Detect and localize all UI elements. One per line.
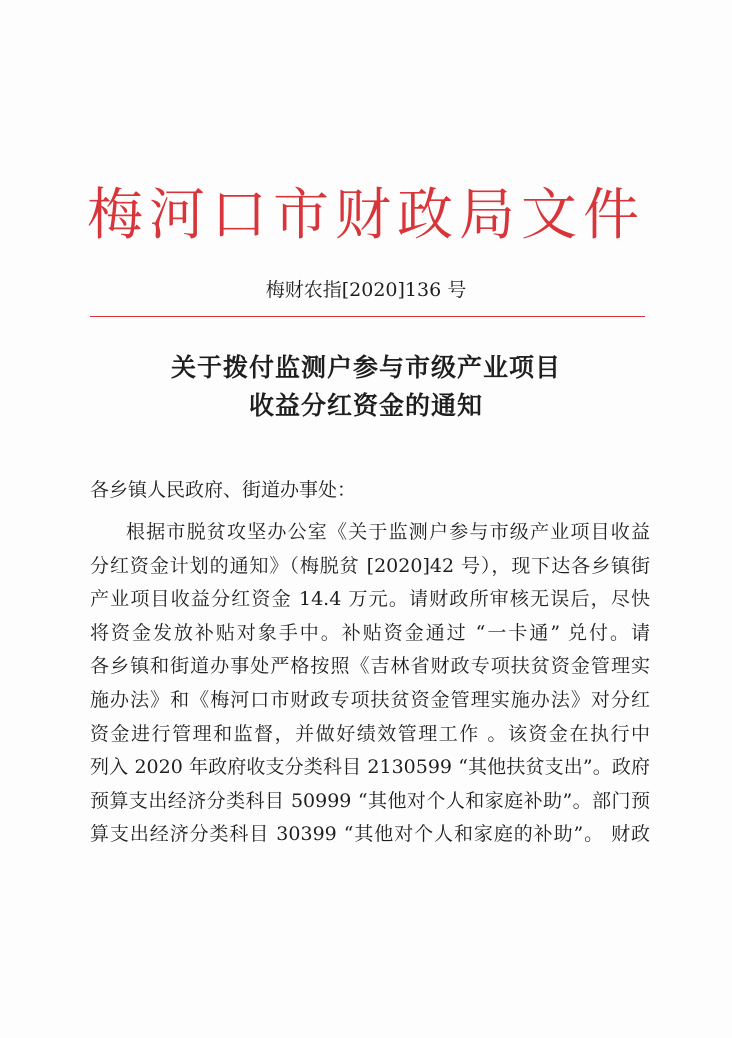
body-line: 预算支出经济分类科目 50999 “其他对个人和家庭补助”。部门预 xyxy=(90,789,650,812)
body-paragraph xyxy=(90,516,650,852)
body-line: 资金进行管理和监督，并做好绩效管理工作 。该资金在执行中 xyxy=(90,722,650,745)
body-line: 各乡镇和街道办事处严格按照《吉林省财政专项扶贫资金管理实 xyxy=(90,655,650,678)
notice-title-line-2: 收益分红资金的通知 xyxy=(248,391,483,420)
body-line: 根据市脱贫攻坚办公室《关于监测户参与市级产业项目收益 xyxy=(126,521,650,543)
body-line: 分红资金计划的通知》（梅脱贫 [2020]42 号），现下达各乡镇街 xyxy=(90,554,650,577)
body-line: 产业项目收益分红资金 14.4 万元。请财政所审核无误后，尽快 xyxy=(90,588,650,611)
body-line: 将资金发放补贴对象手中。补贴资金通过 “一卡通” 兑付。请 xyxy=(90,621,650,644)
salutation: 各乡镇人民政府、街道办事处： xyxy=(90,479,357,501)
body-line: 算支出经济分类科目 30399 “其他对个人和家庭的补助”。 财政 xyxy=(90,823,650,846)
header-divider xyxy=(90,316,645,317)
body-line: 列入 2020 年政府收支分类科目 2130599 “其他扶贫支出”。政府 xyxy=(90,756,650,779)
document-number: 梅财农指[2020]136 号 xyxy=(265,279,467,301)
document-header-title: 梅河口市财政局文件 xyxy=(87,183,645,248)
notice-title-line-1: 关于拨付监测户参与市级产业项目 xyxy=(170,353,561,382)
notice-title xyxy=(0,349,732,425)
body-line: 施办法》和《梅河口市财政专项扶贫资金管理实施办法》对分红 xyxy=(90,688,650,711)
